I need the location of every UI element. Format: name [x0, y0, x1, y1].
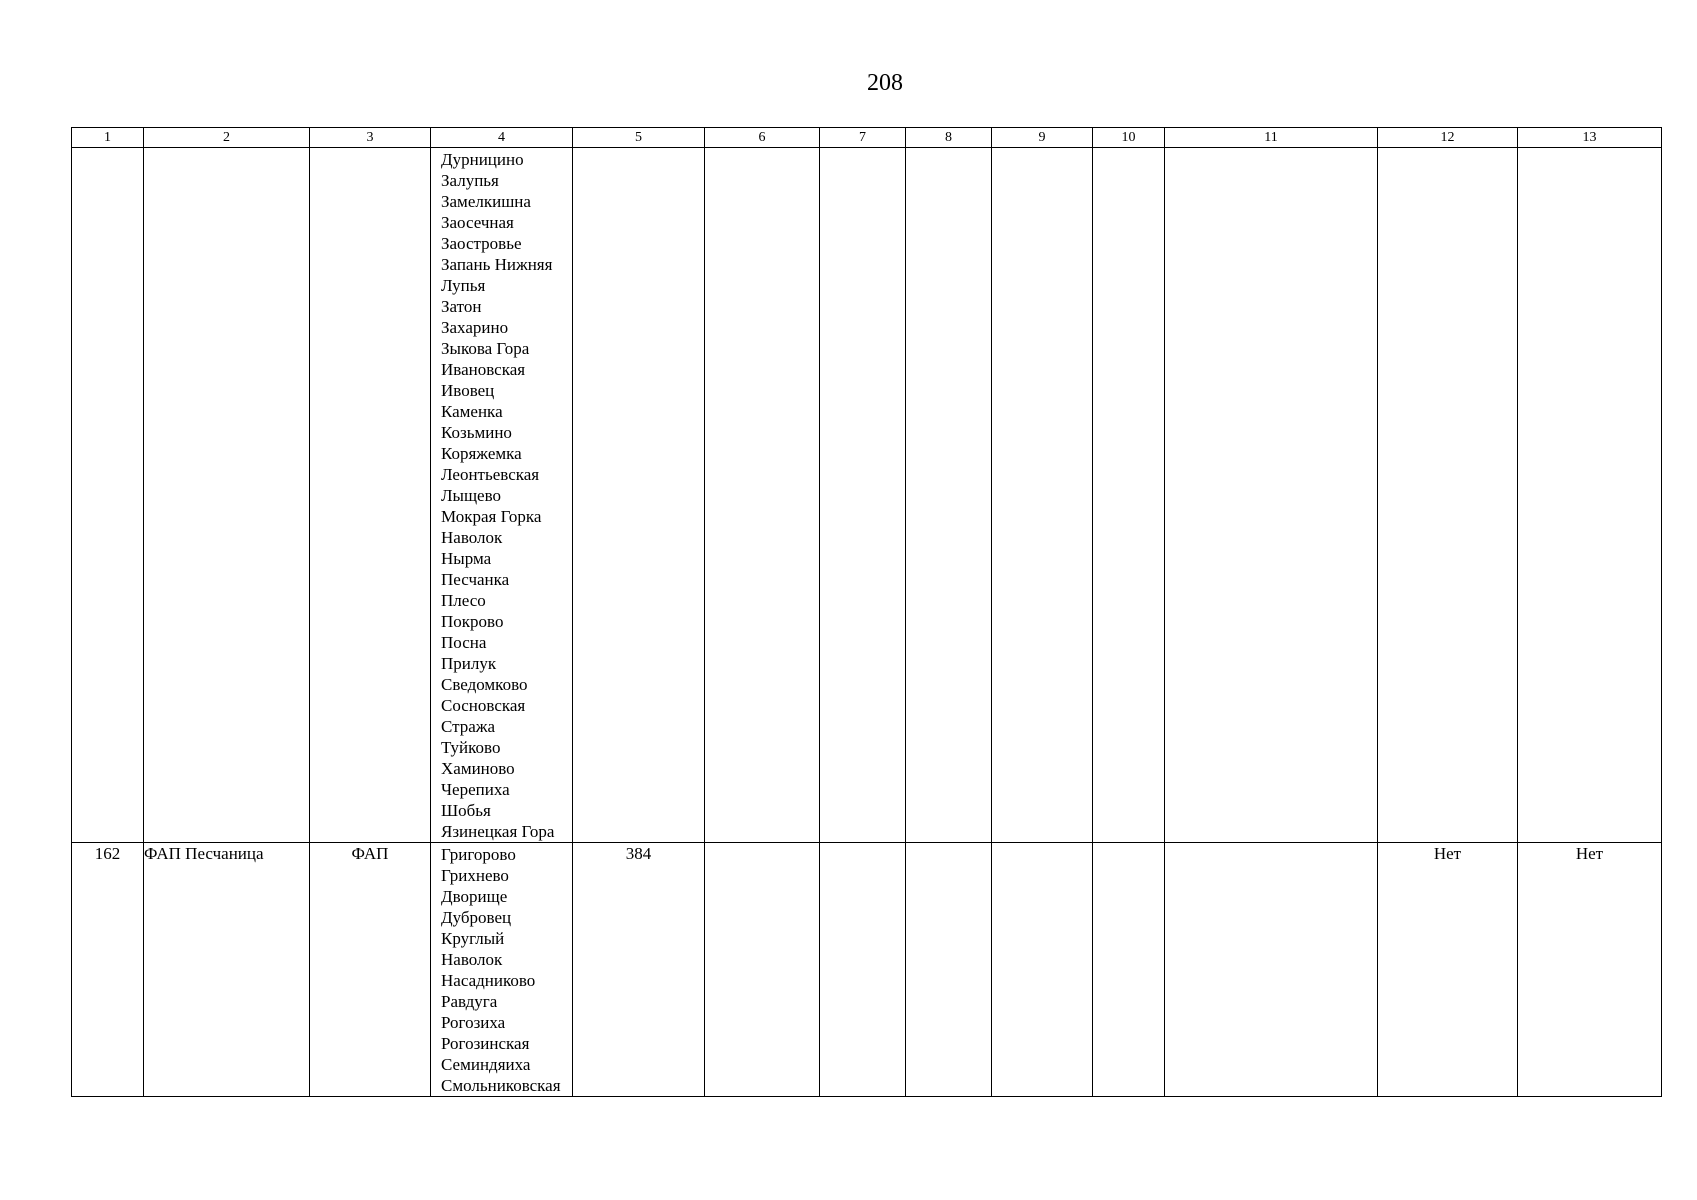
village-name: Рогозиха: [441, 1013, 506, 1032]
village-name: Коряжемка: [441, 444, 522, 463]
village-name: Леонтьевская: [441, 465, 540, 484]
column-number: 13: [1518, 128, 1662, 148]
column-number: 2: [144, 128, 310, 148]
column-number: 6: [705, 128, 820, 148]
village-name: Черепиха: [441, 780, 510, 799]
column-number: 8: [906, 128, 992, 148]
population-cell: [573, 148, 705, 843]
village-name: Прилук: [441, 654, 497, 673]
col12-cell: Нет: [1378, 843, 1518, 1097]
village-name: Круглый: [441, 929, 505, 948]
village-name: Дурницино: [441, 150, 524, 169]
village-name: Залупья: [441, 171, 499, 190]
col12-cell: [1378, 148, 1518, 843]
village-name: Дворище: [441, 887, 508, 906]
facility-type-cell: ФАП: [310, 843, 431, 1097]
village-name: Покрово: [441, 612, 504, 631]
row-number-cell: [72, 148, 144, 843]
village-name: Сведомково: [441, 675, 528, 694]
village-name: Запань Нижняя: [441, 255, 553, 274]
village-name: Туйково: [441, 738, 501, 757]
village-name: Григорово: [441, 845, 516, 864]
col13-cell: [1518, 148, 1662, 843]
empty-cell: [906, 148, 992, 843]
village-name: Ивовец: [441, 381, 495, 400]
empty-cell: [705, 843, 820, 1097]
empty-cell: [705, 148, 820, 843]
village-name: Грихнево: [441, 866, 509, 885]
column-number: 1: [72, 128, 144, 148]
col13-cell: Нет: [1518, 843, 1662, 1097]
village-name: Язинецкая Гора: [441, 822, 555, 841]
village-name: Наволок: [441, 950, 503, 969]
empty-cell: [906, 843, 992, 1097]
column-number: 10: [1093, 128, 1165, 148]
empty-cell: [1165, 148, 1378, 843]
empty-cell: [820, 148, 906, 843]
village-name: Наволок: [441, 528, 503, 547]
village-name: Захарино: [441, 318, 509, 337]
column-number: 7: [820, 128, 906, 148]
village-name: Сосновская: [441, 696, 526, 715]
table-row: [72, 148, 1662, 843]
village-name: Заосечная: [441, 213, 514, 232]
village-name: Ивановская: [441, 360, 526, 379]
page-number: 208: [867, 70, 903, 96]
village-name: Мокрая Горка: [441, 507, 542, 526]
village-name: Шобья: [441, 801, 491, 820]
empty-cell: [992, 148, 1093, 843]
village-name: Козьмино: [441, 423, 512, 442]
village-name: Плесо: [441, 591, 486, 610]
village-name: Рогозинская: [441, 1034, 530, 1053]
empty-cell: [1165, 843, 1378, 1097]
villages-cell: [431, 843, 573, 1097]
village-name: Хаминово: [441, 759, 515, 778]
facility-name-cell: ФАП Песчаница: [144, 843, 310, 1097]
village-name: Лыщево: [441, 486, 501, 505]
facility-name-cell: [144, 148, 310, 843]
facility-type-cell: [310, 148, 431, 843]
village-name: Стража: [441, 717, 496, 736]
village-name: Нырма: [441, 549, 492, 568]
village-name: Насадниково: [441, 971, 536, 990]
empty-cell: [992, 843, 1093, 1097]
empty-cell: [820, 843, 906, 1097]
column-number: 9: [992, 128, 1093, 148]
column-number: 4: [431, 128, 573, 148]
column-number: 11: [1165, 128, 1378, 148]
village-name: Песчанка: [441, 570, 510, 589]
village-name: Дубровец: [441, 908, 512, 927]
village-name: Заостровье: [441, 234, 522, 253]
village-name: Смольниковская: [441, 1076, 561, 1095]
village-name: Равдуга: [441, 992, 498, 1011]
settlements-table: [71, 127, 1662, 1097]
village-name: Замелкишна: [441, 192, 531, 211]
village-name: Зыкова Гора: [441, 339, 530, 358]
village-name: Каменка: [441, 402, 503, 421]
village-name: Семиндяиха: [441, 1055, 531, 1074]
empty-cell: [1093, 148, 1165, 843]
village-name: Затон: [441, 297, 482, 316]
row-number-cell: 162: [72, 843, 144, 1097]
table-row: [72, 843, 1662, 1097]
empty-cell: [1093, 843, 1165, 1097]
column-number: 5: [573, 128, 705, 148]
village-name: Посна: [441, 633, 487, 652]
population-cell: 384: [573, 843, 705, 1097]
column-number: 3: [310, 128, 431, 148]
column-number-row: [72, 128, 1662, 148]
villages-cell: [431, 148, 573, 843]
village-name: Лупья: [441, 276, 486, 295]
column-number: 12: [1378, 128, 1518, 148]
